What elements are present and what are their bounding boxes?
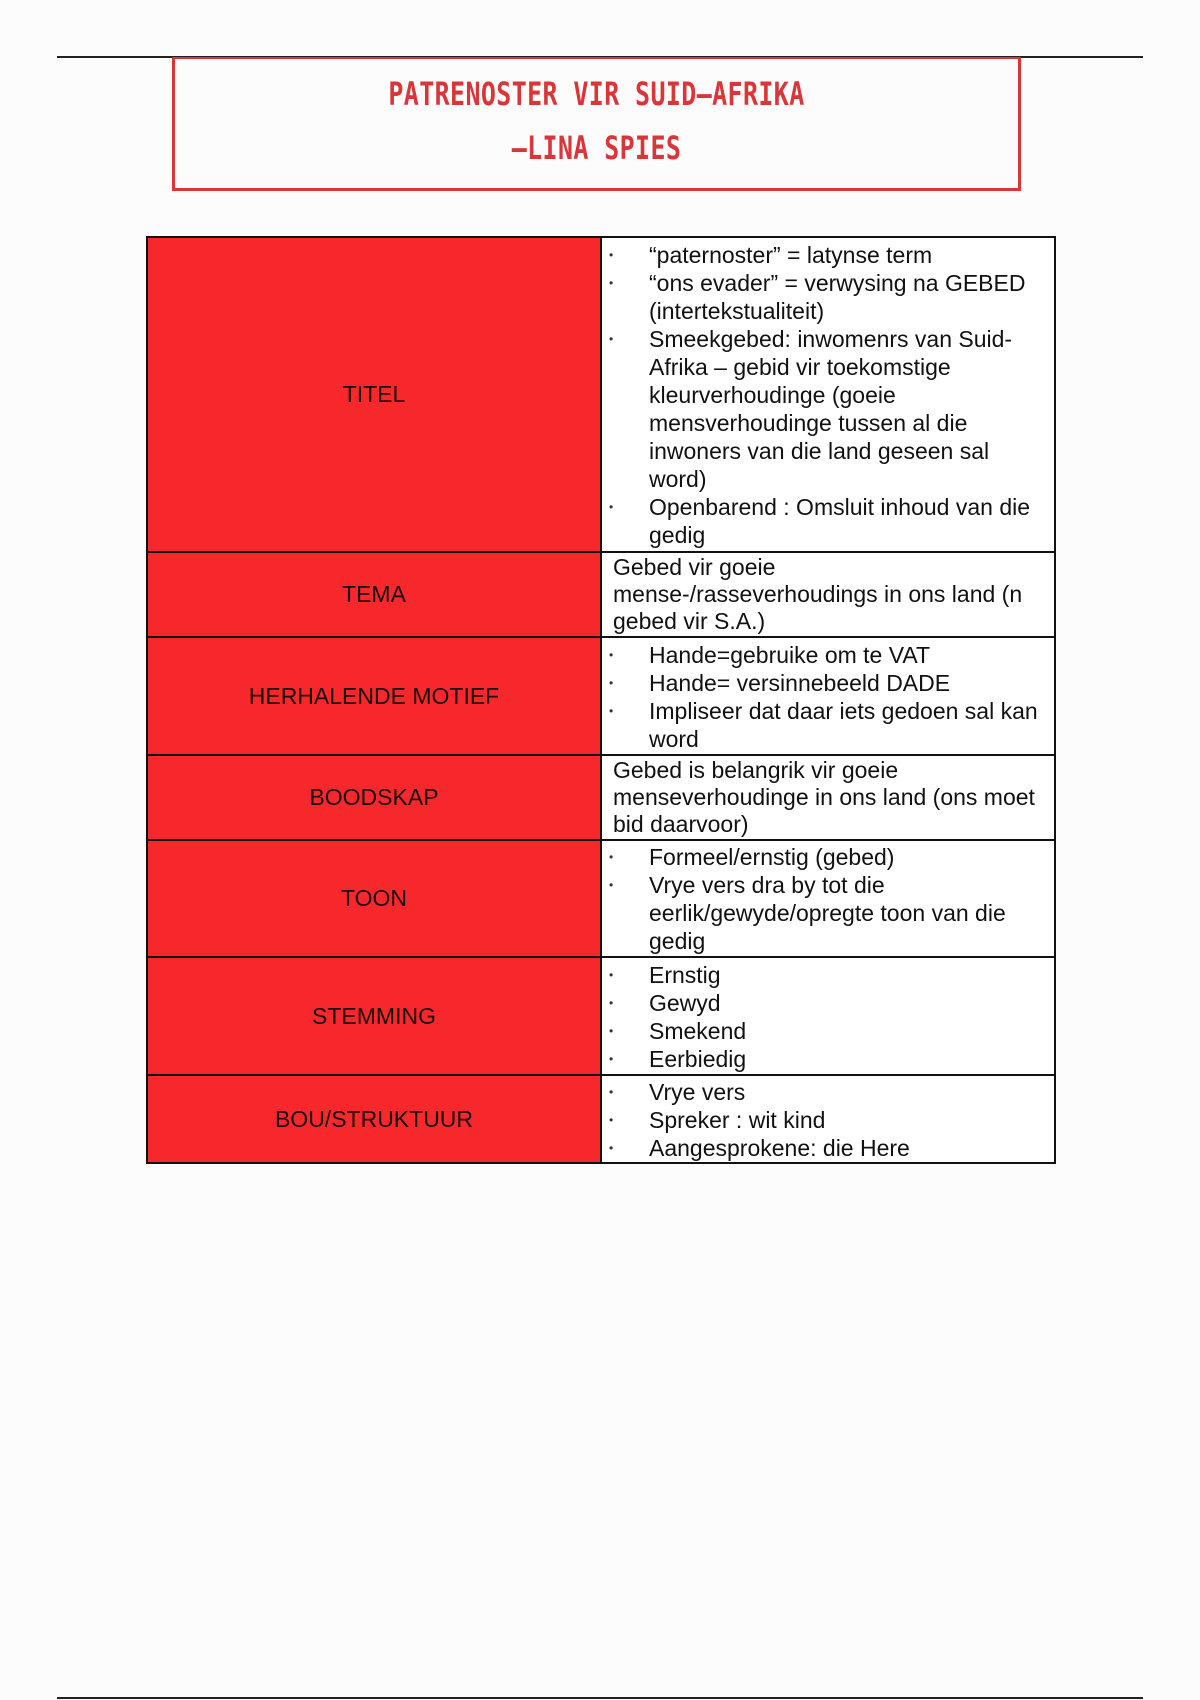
list-item-text: Impliseer dat daar iets gedoen sal kan word [649, 697, 1038, 752]
list-item-text: Hande= versinnebeeld DADE [649, 669, 951, 696]
table-row-herhalende-motief [147, 637, 1055, 755]
list-item [602, 325, 1046, 493]
list-item [602, 493, 1046, 549]
list-item [602, 1106, 1046, 1134]
list-item-text: “paternoster” = latynse term [649, 242, 933, 268]
list-item-text: Openbarend : Omsluit inhoud van die gedig [649, 494, 1031, 548]
bullet-dot: • [609, 675, 614, 690]
row-label-tema: TEMA [147, 552, 601, 637]
row-content-bou-struktuur [601, 1075, 1055, 1163]
bullet-dot: • [609, 1023, 614, 1038]
list-item-text: Ernstig [649, 961, 721, 988]
row-label-bou-struktuur: BOU/STRUKTUUR [147, 1075, 601, 1163]
list-item-text: Vrye vers dra by tot die eerlik/gewyde/opregte toon van die gedig [649, 872, 1006, 954]
table-row-tema [147, 552, 1055, 637]
table-row-titel [147, 237, 1055, 552]
list-item-text: Vrye vers [649, 1078, 746, 1105]
list-item [602, 641, 1046, 669]
list-item-text: “ons evader” = verwysing na GEBED (intertekstualiteit) [649, 270, 1026, 324]
row-label-herhalende-motief: HERHALENDE MOTIEF [147, 637, 601, 755]
row-label-toon: TOON [147, 840, 601, 957]
row-label-titel: TITEL [147, 237, 601, 552]
bullet-dot: • [609, 332, 614, 346]
row-content-boodskap [601, 755, 1055, 840]
bullet-dot: • [609, 967, 614, 982]
list-item [602, 961, 1046, 989]
list-item-text: Smeekgebed: inwomenrs van Suid-Afrika – gebid vir toekomstige kleurverhoudinge (goeie mensverhoudinge tussen al die inwoners van die land geseen sal word) [649, 326, 1013, 492]
bullet-dot: • [609, 1051, 614, 1066]
table-row-bou-struktuur [147, 1075, 1055, 1163]
bullet-dot: • [609, 995, 614, 1010]
document-author: –LINA SPIES [511, 129, 682, 167]
list-item-text: Formeel/ernstig (gebed) [649, 844, 895, 870]
list-item-text: Hande=gebruike om te VAT [649, 641, 931, 668]
list-item-text: Aangesprokene: die Here [649, 1134, 910, 1161]
bullet-dot: • [609, 850, 614, 864]
list-item [602, 1134, 1046, 1162]
bullet-dot: • [609, 1112, 614, 1127]
list-item-text: Gewyd [649, 989, 721, 1016]
bullet-dot: • [609, 500, 614, 514]
document-title: PATRENOSTER VIR SUID–AFRIKA [388, 75, 805, 113]
list-item-text: Smekend [649, 1017, 747, 1044]
list-item [602, 871, 1046, 955]
list-item [602, 241, 1046, 269]
row-label-stemming: STEMMING [147, 957, 601, 1075]
bullet-dot: • [609, 703, 614, 718]
table-row-stemming [147, 957, 1055, 1075]
list-item [602, 989, 1046, 1017]
row-text: Gebed vir goeie mense-/rasseverhoudings in ons land (n gebed vir S.A.) [613, 554, 1023, 634]
bullet-list [602, 640, 1054, 753]
bullet-dot: • [609, 1084, 614, 1099]
bullet-dot: • [609, 248, 614, 262]
row-label-boodskap: BOODSKAP [147, 755, 601, 840]
row-content-stemming [601, 957, 1055, 1075]
row-text: Gebed is belangrik vir goeie menseverhoudinge in ons land (ons moet bid daarvoor) [613, 757, 1035, 837]
bullet-dot: • [609, 878, 614, 892]
list-item [602, 697, 1046, 753]
bottom-rule [57, 1697, 1143, 1699]
table-row-boodskap [147, 755, 1055, 840]
list-item [602, 1045, 1046, 1073]
row-content-tema [601, 552, 1055, 637]
list-item-text: Eerbiedig [649, 1045, 747, 1072]
row-content-herhalende-motief [601, 637, 1055, 755]
list-item [602, 1017, 1046, 1045]
list-item [602, 269, 1046, 325]
table-row-toon [147, 840, 1055, 957]
list-item [602, 669, 1046, 697]
list-item [602, 843, 1046, 871]
row-content-toon [601, 840, 1055, 957]
title-box [172, 57, 1021, 191]
bullet-dot: • [609, 1140, 614, 1155]
bullet-dot: • [609, 276, 614, 290]
poem-analysis-table [146, 236, 1056, 1164]
bullet-list [602, 842, 1054, 955]
bullet-list [602, 240, 1054, 549]
bullet-list [602, 1077, 1054, 1162]
row-content-titel [601, 237, 1055, 552]
list-item-text: Spreker : wit kind [649, 1106, 826, 1133]
list-item [602, 1078, 1046, 1106]
bullet-list [602, 960, 1054, 1073]
bullet-dot: • [609, 647, 614, 662]
